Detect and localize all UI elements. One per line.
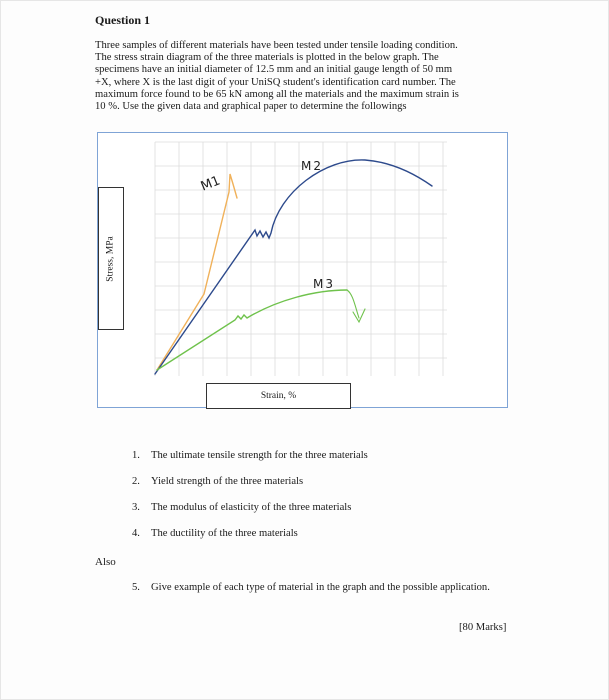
intro-line-3: specimens have an initial diameter of 12.5 mm and an initial gauge length of 50 mm bbox=[95, 64, 453, 76]
intro-line-6: 10 %. Use the given data and graphical paper to determine the followings bbox=[95, 101, 407, 113]
graph-grid bbox=[155, 142, 447, 376]
marks-label: [80 Marks] bbox=[459, 622, 507, 633]
also-label: Also bbox=[95, 556, 116, 568]
task-number: 2. bbox=[132, 476, 140, 487]
task-list bbox=[132, 450, 368, 554]
task-text: The ductility of the three materials bbox=[151, 528, 298, 539]
intro-line-2: The stress strain diagram of the three materials is plotted in the below graph. The bbox=[95, 52, 439, 64]
task-text: Yield strength of the three materials bbox=[151, 476, 304, 487]
m3-label: M3 bbox=[313, 277, 335, 291]
m2-curve bbox=[155, 160, 432, 374]
task-text: Give example of each type of material in the graph and the possible application. bbox=[151, 582, 490, 593]
m1-label: M1 bbox=[198, 173, 223, 195]
question-intro bbox=[95, 40, 514, 113]
task-number: 4. bbox=[132, 528, 140, 539]
task-number: 3. bbox=[132, 502, 140, 513]
x-axis-label: Strain, % bbox=[260, 391, 297, 401]
intro-line-1: Three samples of different materials have been tested under tensile loading condition. bbox=[95, 40, 458, 51]
m2-label: M2 bbox=[301, 159, 323, 173]
y-axis-label-box bbox=[98, 187, 124, 330]
task-item bbox=[132, 450, 368, 476]
intro-line-4: +X, where X is the last digit of your UniSQ student's identification card number. The bbox=[95, 76, 456, 88]
task-text: The ultimate tensile strength for the three materials bbox=[151, 450, 368, 461]
x-axis-label-box bbox=[206, 383, 351, 409]
task-item bbox=[132, 476, 368, 502]
task-text: The modulus of elasticity of the three materials bbox=[151, 502, 352, 513]
stress-strain-graph bbox=[97, 132, 508, 408]
question-title: Question 1 bbox=[95, 13, 151, 27]
intro-line-5: maximum force found to be 65 kN among all the materials and the maximum strain is bbox=[95, 88, 459, 100]
m3-fracture-arrow bbox=[347, 290, 365, 322]
task-item bbox=[132, 528, 368, 554]
task-number: 1. bbox=[132, 450, 140, 461]
task-item-5 bbox=[132, 581, 492, 594]
y-axis-label: Stress, MPa bbox=[106, 235, 116, 282]
task-number: 5. bbox=[132, 582, 140, 593]
task-item bbox=[132, 502, 368, 528]
